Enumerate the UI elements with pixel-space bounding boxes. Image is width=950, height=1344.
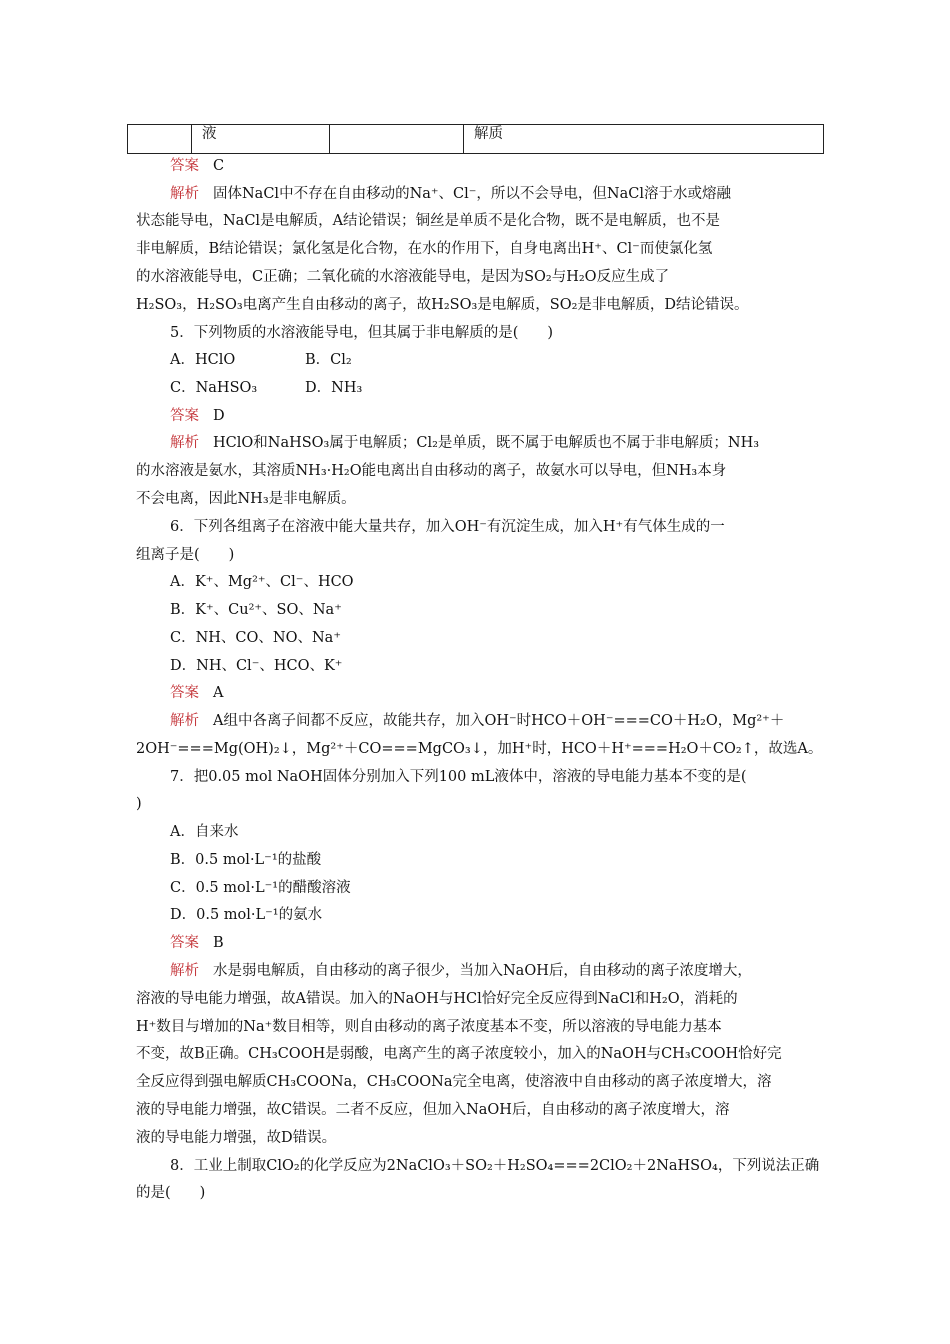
q6-answer-line [170,683,826,703]
q6-analysis-line-2: 2OH⁻===Mg(OH)₂↓，Mg²⁺＋CO===MgCO₃↓，加H⁺时，HCO＋H⁺===H₂O＋CO₂↑，故选A。 [136,741,823,757]
q5-options-row-1 [170,350,826,370]
q6-option-d: D．NH、Cl⁻、HCO、K⁺ [170,658,343,674]
q4-analysis-line-4: 的水溶液能导电，C正确；二氧化硫的水溶液能导电，是因为SO₂与H₂O反应生成了 [136,269,670,285]
q7-analysis-line-5: 全反应得到强电解质CH₃COONa，CH₃COONa完全电离，使溶液中自由移动的离子浓度增大，溶 [136,1074,772,1090]
analysis-label: 解析 [170,963,199,979]
q6-stem-line-1: 6．下列各组离子在溶液中能大量共存，加入OH⁻有沉淀生成，加入H⁺有气体生成的一 [170,519,725,535]
q7-stem-line-1: 7．把0.05 mol NaOH固体分别加入下列100 mL液体中，溶液的导电能力基本不变的是( [170,769,747,785]
table-cell-3 [330,125,464,154]
q5-answer-line [170,406,826,426]
answer-label: 答案 [170,935,199,951]
q8-stem-line-2: 的是( ) [136,1185,206,1201]
q6-stem-line-2: 组离子是( ) [136,547,235,563]
q7-stem-line-2: ) [136,796,142,812]
q7-answer: B [213,935,224,951]
answer-label: 答案 [170,685,199,701]
q7-analysis-line-3: H⁺数目与增加的Na⁺数目相等，则自由移动的离子浓度基本不变，所以溶液的导电能力基本 [136,1019,722,1035]
analysis-label: 解析 [170,713,199,729]
q6-option-c: C．NH、CO、NO、Na⁺ [170,630,341,646]
table-cell-1 [128,125,192,154]
q4-analysis-line-2: 状态能导电，NaCl是电解质，A结论错误；铜丝是单质不是化合物，既不是电解质，也不是 [136,213,721,229]
q7-option-c: C．0.5 mol·L⁻¹的醋酸溶液 [170,880,351,896]
table-cell-4: 解质 [464,125,824,154]
q7-option-d: D．0.5 mol·L⁻¹的氨水 [170,907,323,923]
q4-analysis-line-5: H₂SO₃，H₂SO₃电离产生自由移动的离子，故H₂SO₃是电解质，SO₂是非电解质，D结论错误。 [136,297,749,313]
q5-analysis-line-1: 解析 HClO和NaHSO₃属于电解质；Cl₂是单质，既不属于电解质也不属于非电解质；NH₃ [170,435,760,451]
q4-analysis-line-3: 非电解质，B结论错误；氯化氢是化合物，在水的作用下，自身电离出H⁺、Cl⁻而使氯化氢 [136,241,713,257]
table-fragment [127,124,824,154]
q6-analysis-line-1: 解析 A组中各离子间都不反应，故能共存，加入OH⁻时HCO＋OH⁻===CO＋H₂O，Mg²⁺＋ [170,713,785,729]
q7-option-b: B．0.5 mol·L⁻¹的盐酸 [170,852,322,868]
answer-label: 答案 [170,158,199,174]
table-cell-2: 液 [192,125,330,154]
analysis-label: 解析 [170,186,199,202]
q5-option-c: C．NaHSO₃ [170,380,258,396]
q7-analysis-line-4: 不变，故B正确。CH₃COOH是弱酸，电离产生的离子浓度较小，加入的NaOH与CH₃COOH恰好完 [136,1046,782,1062]
q7-analysis-line-6: 液的导电能力增强，故C错误。二者不反应，但加入NaOH后，自由移动的离子浓度增大，溶 [136,1102,730,1118]
analysis-label: 解析 [170,435,199,451]
q6-option-b: B．K⁺、Cu²⁺、SO、Na⁺ [170,602,342,618]
q6-option-a: A．K⁺、Mg²⁺、Cl⁻、HCO [170,574,354,590]
q5-option-a: A．HClO [170,352,236,368]
q5-analysis-line-2: 的水溶液是氨水，其溶质NH₃·H₂O能电离出自由移动的离子，故氨水可以导电，但NH₃本身 [136,463,727,479]
answer-label: 答案 [170,408,199,424]
q7-analysis-line-2: 溶液的导电能力增强，故A错误。加入的NaOH与HCl恰好完全反应得到NaCl和H₂O，消耗的 [136,991,738,1007]
q7-answer-line [170,933,826,953]
q7-analysis-line-7: 液的导电能力增强，故D错误。 [136,1130,337,1146]
q4-answer-line [170,156,826,176]
q5-option-b: B．Cl₂ [305,352,352,368]
q5-analysis-line-3: 不会电离，因此NH₃是非电解质。 [136,491,356,507]
q5-options-row-2 [170,378,826,398]
q6-answer: A [213,685,224,701]
q5-answer: D [213,408,225,424]
q8-stem-line-1: 8．工业上制取ClO₂的化学反应为2NaClO₃＋SO₂＋H₂SO₄===2ClO₂＋2NaHSO₄，下列说法正确 [170,1158,820,1174]
q5-stem: 5．下列物质的水溶液能导电，但其属于非电解质的是( ) [170,325,554,341]
q4-analysis-line-1: 解析 固体NaCl中不存在自由移动的Na⁺、Cl⁻，所以不会导电，但NaCl溶于水或熔融 [170,186,731,202]
q5-option-d: D．NH₃ [305,380,363,396]
q7-option-a: A．自来水 [170,824,239,840]
q7-analysis-line-1: 解析 水是弱电解质，自由移动的离子很少，当加入NaOH后，自由移动的离子浓度增大， [170,963,752,979]
q4-answer: C [213,158,225,174]
